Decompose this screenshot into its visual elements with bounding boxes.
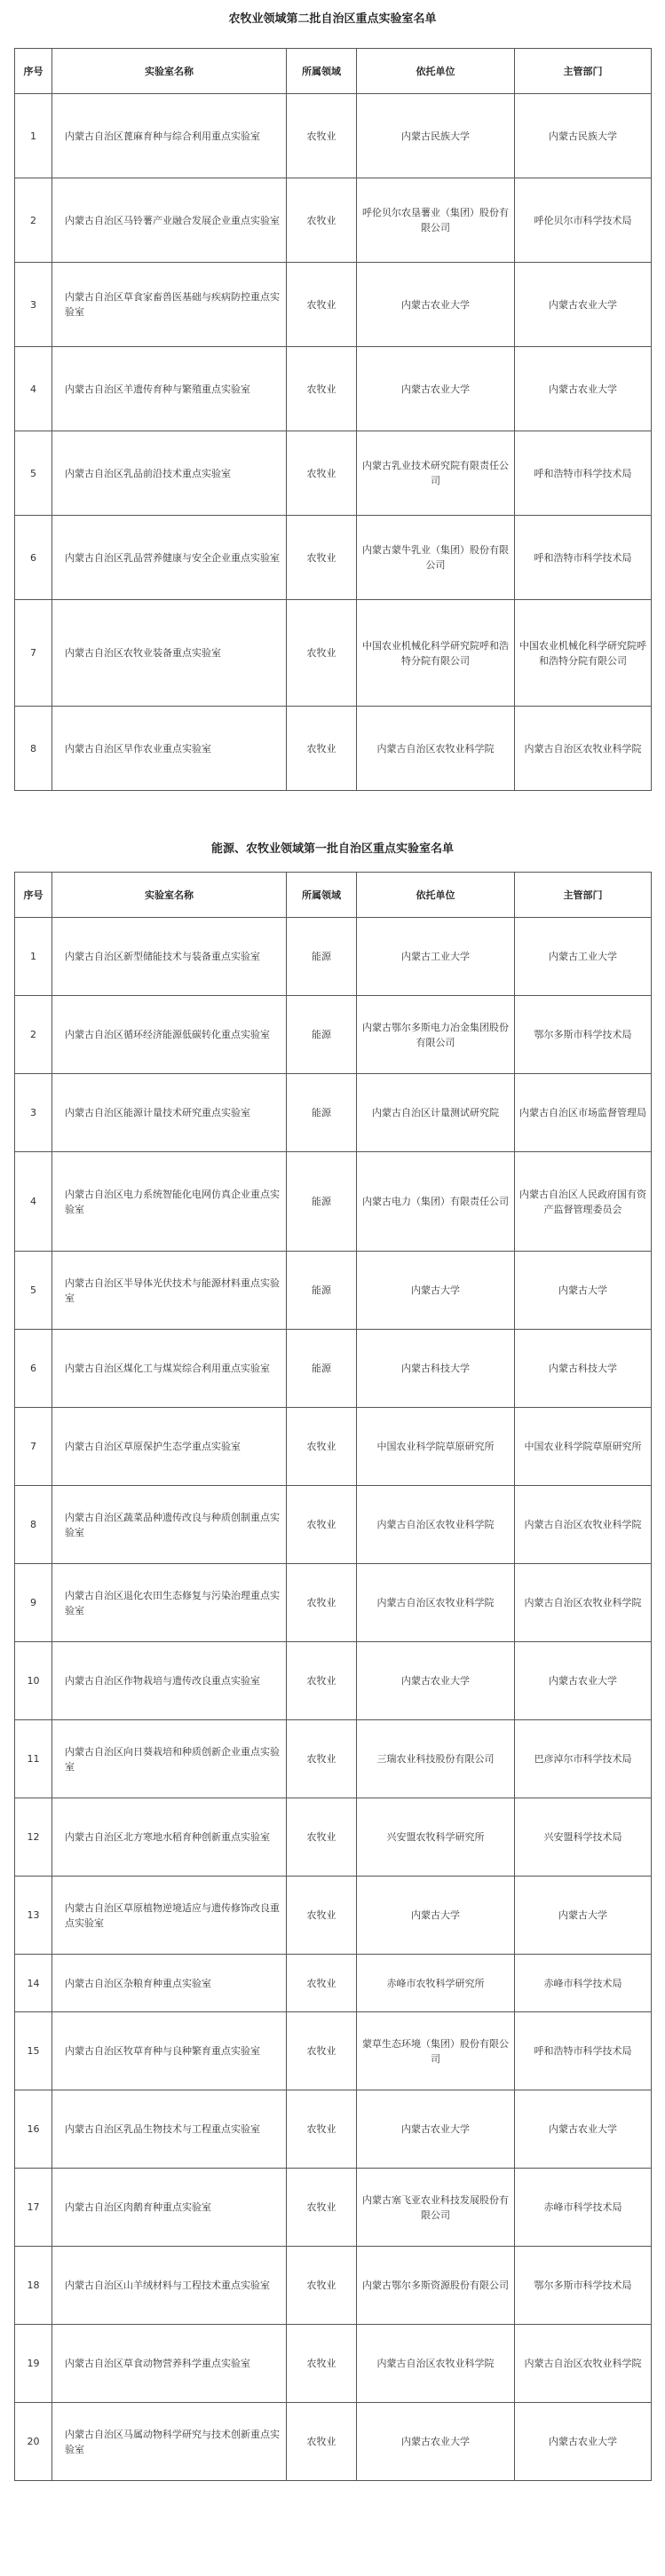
- table-row: [15, 918, 652, 996]
- authority: 内蒙古农业大学: [515, 2403, 652, 2481]
- table-row: [15, 1408, 652, 1486]
- table-row: [15, 1798, 652, 1877]
- host-unit: 内蒙古农业大学: [357, 347, 515, 431]
- header-field: 所属领域: [287, 49, 357, 94]
- header-lab-name: 实验室名称: [52, 49, 287, 94]
- field: 农牧业: [287, 1955, 357, 2012]
- lab-list-table-1: [14, 48, 652, 791]
- table-row: [15, 1152, 652, 1252]
- field: 农牧业: [287, 1486, 357, 1564]
- table-row: [15, 2403, 652, 2481]
- row-index: 3: [15, 1074, 52, 1152]
- row-index: 4: [15, 347, 52, 431]
- table-row: [15, 707, 652, 791]
- lab-list-table-2: [14, 872, 652, 2481]
- field: 农牧业: [287, 2403, 357, 2481]
- lab-name: 内蒙古自治区半导体光伏技术与能源材料重点实验室: [52, 1252, 287, 1330]
- table-row: [15, 263, 652, 347]
- field: 农牧业: [287, 2247, 357, 2325]
- lab-name: 内蒙古自治区乳品营养健康与安全企业重点实验室: [52, 516, 287, 600]
- table-row: [15, 1642, 652, 1720]
- field: 能源: [287, 918, 357, 996]
- authority: 巴彦淖尔市科学技术局: [515, 1720, 652, 1798]
- lab-name: 内蒙古自治区草原植物逆境适应与遗传修饰改良重点实验室: [52, 1877, 287, 1955]
- header-authority: 主管部门: [515, 49, 652, 94]
- table-row: [15, 516, 652, 600]
- host-unit: 内蒙古自治区农牧业科学院: [357, 1486, 515, 1564]
- field: 农牧业: [287, 1564, 357, 1642]
- field: 农牧业: [287, 1642, 357, 1720]
- lab-name: 内蒙古自治区羊遗传育种与繁殖重点实验室: [52, 347, 287, 431]
- field: 农牧业: [287, 1877, 357, 1955]
- field: 农牧业: [287, 94, 357, 178]
- host-unit: 呼伦贝尔农垦薯业（集团）股份有限公司: [357, 178, 515, 263]
- row-index: 3: [15, 263, 52, 347]
- row-index: 8: [15, 707, 52, 791]
- table-row: [15, 2169, 652, 2247]
- authority: 呼和浩特市科学技术局: [515, 2012, 652, 2090]
- host-unit: 内蒙古乳业技术研究院有限责任公司: [357, 431, 515, 516]
- row-index: 1: [15, 94, 52, 178]
- host-unit: 内蒙古农业大学: [357, 2403, 515, 2481]
- header-authority: 主管部门: [515, 873, 652, 918]
- row-index: 17: [15, 2169, 52, 2247]
- field: 农牧业: [287, 707, 357, 791]
- authority: 内蒙古民族大学: [515, 94, 652, 178]
- authority: 内蒙古科技大学: [515, 1330, 652, 1408]
- host-unit: 内蒙古农业大学: [357, 263, 515, 347]
- authority: 内蒙古工业大学: [515, 918, 652, 996]
- lab-name: 内蒙古自治区新型储能技术与装备重点实验室: [52, 918, 287, 996]
- authority: 鄂尔多斯市科学技术局: [515, 2247, 652, 2325]
- lab-name: 内蒙古自治区肉鹅育种重点实验室: [52, 2169, 287, 2247]
- row-index: 4: [15, 1152, 52, 1252]
- lab-name: 内蒙古自治区草食动物营养科学重点实验室: [52, 2325, 287, 2403]
- header-field: 所属领域: [287, 873, 357, 918]
- lab-name: 内蒙古自治区乳品前沿技术重点实验室: [52, 431, 287, 516]
- authority: 内蒙古农业大学: [515, 347, 652, 431]
- authority: 内蒙古农业大学: [515, 1642, 652, 1720]
- lab-name: 内蒙古自治区山羊绒材料与工程技术重点实验室: [52, 2247, 287, 2325]
- host-unit: 内蒙古科技大学: [357, 1330, 515, 1408]
- header-lab-name: 实验室名称: [52, 873, 287, 918]
- field: 能源: [287, 996, 357, 1074]
- lab-name: 内蒙古自治区马属动物科学研究与技术创新重点实验室: [52, 2403, 287, 2481]
- table-row: [15, 1252, 652, 1330]
- row-index: 10: [15, 1642, 52, 1720]
- row-index: 8: [15, 1486, 52, 1564]
- header-index: 序号: [15, 873, 52, 918]
- table-row: [15, 996, 652, 1074]
- header-row: [15, 49, 652, 94]
- table-row: [15, 1564, 652, 1642]
- authority: 内蒙古农业大学: [515, 263, 652, 347]
- authority: 内蒙古自治区农牧业科学院: [515, 1564, 652, 1642]
- lab-name: 内蒙古自治区牧草育种与良种繁育重点实验室: [52, 2012, 287, 2090]
- lab-name: 内蒙古自治区蔬菜品种遗传改良与种质创制重点实验室: [52, 1486, 287, 1564]
- table-row: [15, 1330, 652, 1408]
- field: 能源: [287, 1252, 357, 1330]
- field: 农牧业: [287, 2012, 357, 2090]
- host-unit: 内蒙古大学: [357, 1877, 515, 1955]
- field: 农牧业: [287, 600, 357, 707]
- authority: 内蒙古自治区农牧业科学院: [515, 2325, 652, 2403]
- row-index: 19: [15, 2325, 52, 2403]
- host-unit: 内蒙古鄂尔多斯资源股份有限公司: [357, 2247, 515, 2325]
- host-unit: 蒙草生态环境（集团）股份有限公司: [357, 2012, 515, 2090]
- row-index: 9: [15, 1564, 52, 1642]
- row-index: 6: [15, 1330, 52, 1408]
- authority: 赤峰市科学技术局: [515, 2169, 652, 2247]
- authority: 内蒙古农业大学: [515, 2090, 652, 2169]
- host-unit: 内蒙古电力（集团）有限责任公司: [357, 1152, 515, 1252]
- field: 农牧业: [287, 431, 357, 516]
- table-row: [15, 94, 652, 178]
- header-index: 序号: [15, 49, 52, 94]
- host-unit: 内蒙古农业大学: [357, 1642, 515, 1720]
- field: 农牧业: [287, 178, 357, 263]
- table-row: [15, 2090, 652, 2169]
- header-host-unit: 依托单位: [357, 49, 515, 94]
- host-unit: 赤峰市农牧科学研究所: [357, 1955, 515, 2012]
- authority: 内蒙古自治区农牧业科学院: [515, 707, 652, 791]
- row-index: 12: [15, 1798, 52, 1877]
- row-index: 7: [15, 1408, 52, 1486]
- row-index: 5: [15, 431, 52, 516]
- lab-name: 内蒙古自治区循环经济能源低碳转化重点实验室: [52, 996, 287, 1074]
- field: 农牧业: [287, 1720, 357, 1798]
- authority: 内蒙古大学: [515, 1877, 652, 1955]
- table-row: [15, 1486, 652, 1564]
- field: 农牧业: [287, 2169, 357, 2247]
- authority: 内蒙古大学: [515, 1252, 652, 1330]
- host-unit: 内蒙古塞飞亚农业科技发展股份有限公司: [357, 2169, 515, 2247]
- row-index: 14: [15, 1955, 52, 2012]
- row-index: 6: [15, 516, 52, 600]
- table-row: [15, 347, 652, 431]
- lab-name: 内蒙古自治区旱作农业重点实验室: [52, 707, 287, 791]
- host-unit: 内蒙古大学: [357, 1252, 515, 1330]
- host-unit: 内蒙古农业大学: [357, 2090, 515, 2169]
- table-row: [15, 1074, 652, 1152]
- table-row: [15, 431, 652, 516]
- row-index: 15: [15, 2012, 52, 2090]
- lab-name: 内蒙古自治区农牧业装备重点实验室: [52, 600, 287, 707]
- lab-name: 内蒙古自治区电力系统智能化电网仿真企业重点实验室: [52, 1152, 287, 1252]
- host-unit: 内蒙古自治区农牧业科学院: [357, 1564, 515, 1642]
- authority: 呼伦贝尔市科学技术局: [515, 178, 652, 263]
- row-index: 2: [15, 178, 52, 263]
- table-row: [15, 178, 652, 263]
- authority: 内蒙古自治区农牧业科学院: [515, 1486, 652, 1564]
- lab-name: 内蒙古自治区马铃薯产业融合发展企业重点实验室: [52, 178, 287, 263]
- lab-name: 内蒙古自治区蓖麻育种与综合利用重点实验室: [52, 94, 287, 178]
- table-row: [15, 2012, 652, 2090]
- field: 农牧业: [287, 347, 357, 431]
- table1-title: 农牧业领域第二批自治区重点实验室名单: [228, 12, 437, 26]
- table-row: [15, 600, 652, 707]
- host-unit: 内蒙古自治区农牧业科学院: [357, 707, 515, 791]
- authority: 兴安盟科学技术局: [515, 1798, 652, 1877]
- field: 农牧业: [287, 516, 357, 600]
- row-index: 5: [15, 1252, 52, 1330]
- row-index: 20: [15, 2403, 52, 2481]
- header-host-unit: 依托单位: [357, 873, 515, 918]
- host-unit: 内蒙古自治区农牧业科学院: [357, 2325, 515, 2403]
- authority: 呼和浩特市科学技术局: [515, 431, 652, 516]
- table-row: [15, 1955, 652, 2012]
- field: 农牧业: [287, 2090, 357, 2169]
- lab-name: 内蒙古自治区乳品生物技术与工程重点实验室: [52, 2090, 287, 2169]
- row-index: 18: [15, 2247, 52, 2325]
- field: 能源: [287, 1074, 357, 1152]
- header-row: [15, 873, 652, 918]
- authority: 中国农业机械化科学研究院呼和浩特分院有限公司: [515, 600, 652, 707]
- row-index: 7: [15, 600, 52, 707]
- authority: 赤峰市科学技术局: [515, 1955, 652, 2012]
- row-index: 13: [15, 1877, 52, 1955]
- field: 农牧业: [287, 1408, 357, 1486]
- lab-name: 内蒙古自治区作物栽培与遗传改良重点实验室: [52, 1642, 287, 1720]
- field: 能源: [287, 1330, 357, 1408]
- lab-name: 内蒙古自治区煤化工与煤炭综合利用重点实验室: [52, 1330, 287, 1408]
- authority: 呼和浩特市科学技术局: [515, 516, 652, 600]
- table-row: [15, 1877, 652, 1955]
- row-index: 1: [15, 918, 52, 996]
- authority: 中国农业科学院草原研究所: [515, 1408, 652, 1486]
- table-row: [15, 2247, 652, 2325]
- row-index: 11: [15, 1720, 52, 1798]
- authority: 内蒙古自治区市场监督管理局: [515, 1074, 652, 1152]
- lab-name: 内蒙古自治区北方寒地水稻育种创新重点实验室: [52, 1798, 287, 1877]
- field: 农牧业: [287, 2325, 357, 2403]
- lab-name: 内蒙古自治区向日葵栽培和种质创新企业重点实验室: [52, 1720, 287, 1798]
- row-index: 2: [15, 996, 52, 1074]
- field: 农牧业: [287, 263, 357, 347]
- lab-name: 内蒙古自治区草食家畜兽医基础与疾病防控重点实验室: [52, 263, 287, 347]
- lab-name: 内蒙古自治区退化农田生态修复与污染治理重点实验室: [52, 1564, 287, 1642]
- lab-name: 内蒙古自治区能源计量技术研究重点实验室: [52, 1074, 287, 1152]
- table-row: [15, 1720, 652, 1798]
- host-unit: 中国农业科学院草原研究所: [357, 1408, 515, 1486]
- lab-name: 内蒙古自治区杂粮育种重点实验室: [52, 1955, 287, 2012]
- row-index: 16: [15, 2090, 52, 2169]
- host-unit: 内蒙古蒙牛乳业（集团）股份有限公司: [357, 516, 515, 600]
- field: 农牧业: [287, 1798, 357, 1877]
- host-unit: 中国农业机械化科学研究院呼和浩特分院有限公司: [357, 600, 515, 707]
- authority: 鄂尔多斯市科学技术局: [515, 996, 652, 1074]
- table-row: [15, 2325, 652, 2403]
- host-unit: 内蒙古工业大学: [357, 918, 515, 996]
- host-unit: 内蒙古民族大学: [357, 94, 515, 178]
- host-unit: 内蒙古自治区计量测试研究院: [357, 1074, 515, 1152]
- field: 能源: [287, 1152, 357, 1252]
- host-unit: 内蒙古鄂尔多斯电力冶金集团股份有限公司: [357, 996, 515, 1074]
- authority: 内蒙古自治区人民政府国有资产监督管理委员会: [515, 1152, 652, 1252]
- host-unit: 三瑞农业科技股份有限公司: [357, 1720, 515, 1798]
- table2-title: 能源、农牧业领域第一批自治区重点实验室名单: [210, 842, 454, 856]
- lab-name: 内蒙古自治区草原保护生态学重点实验室: [52, 1408, 287, 1486]
- host-unit: 兴安盟农牧科学研究所: [357, 1798, 515, 1877]
